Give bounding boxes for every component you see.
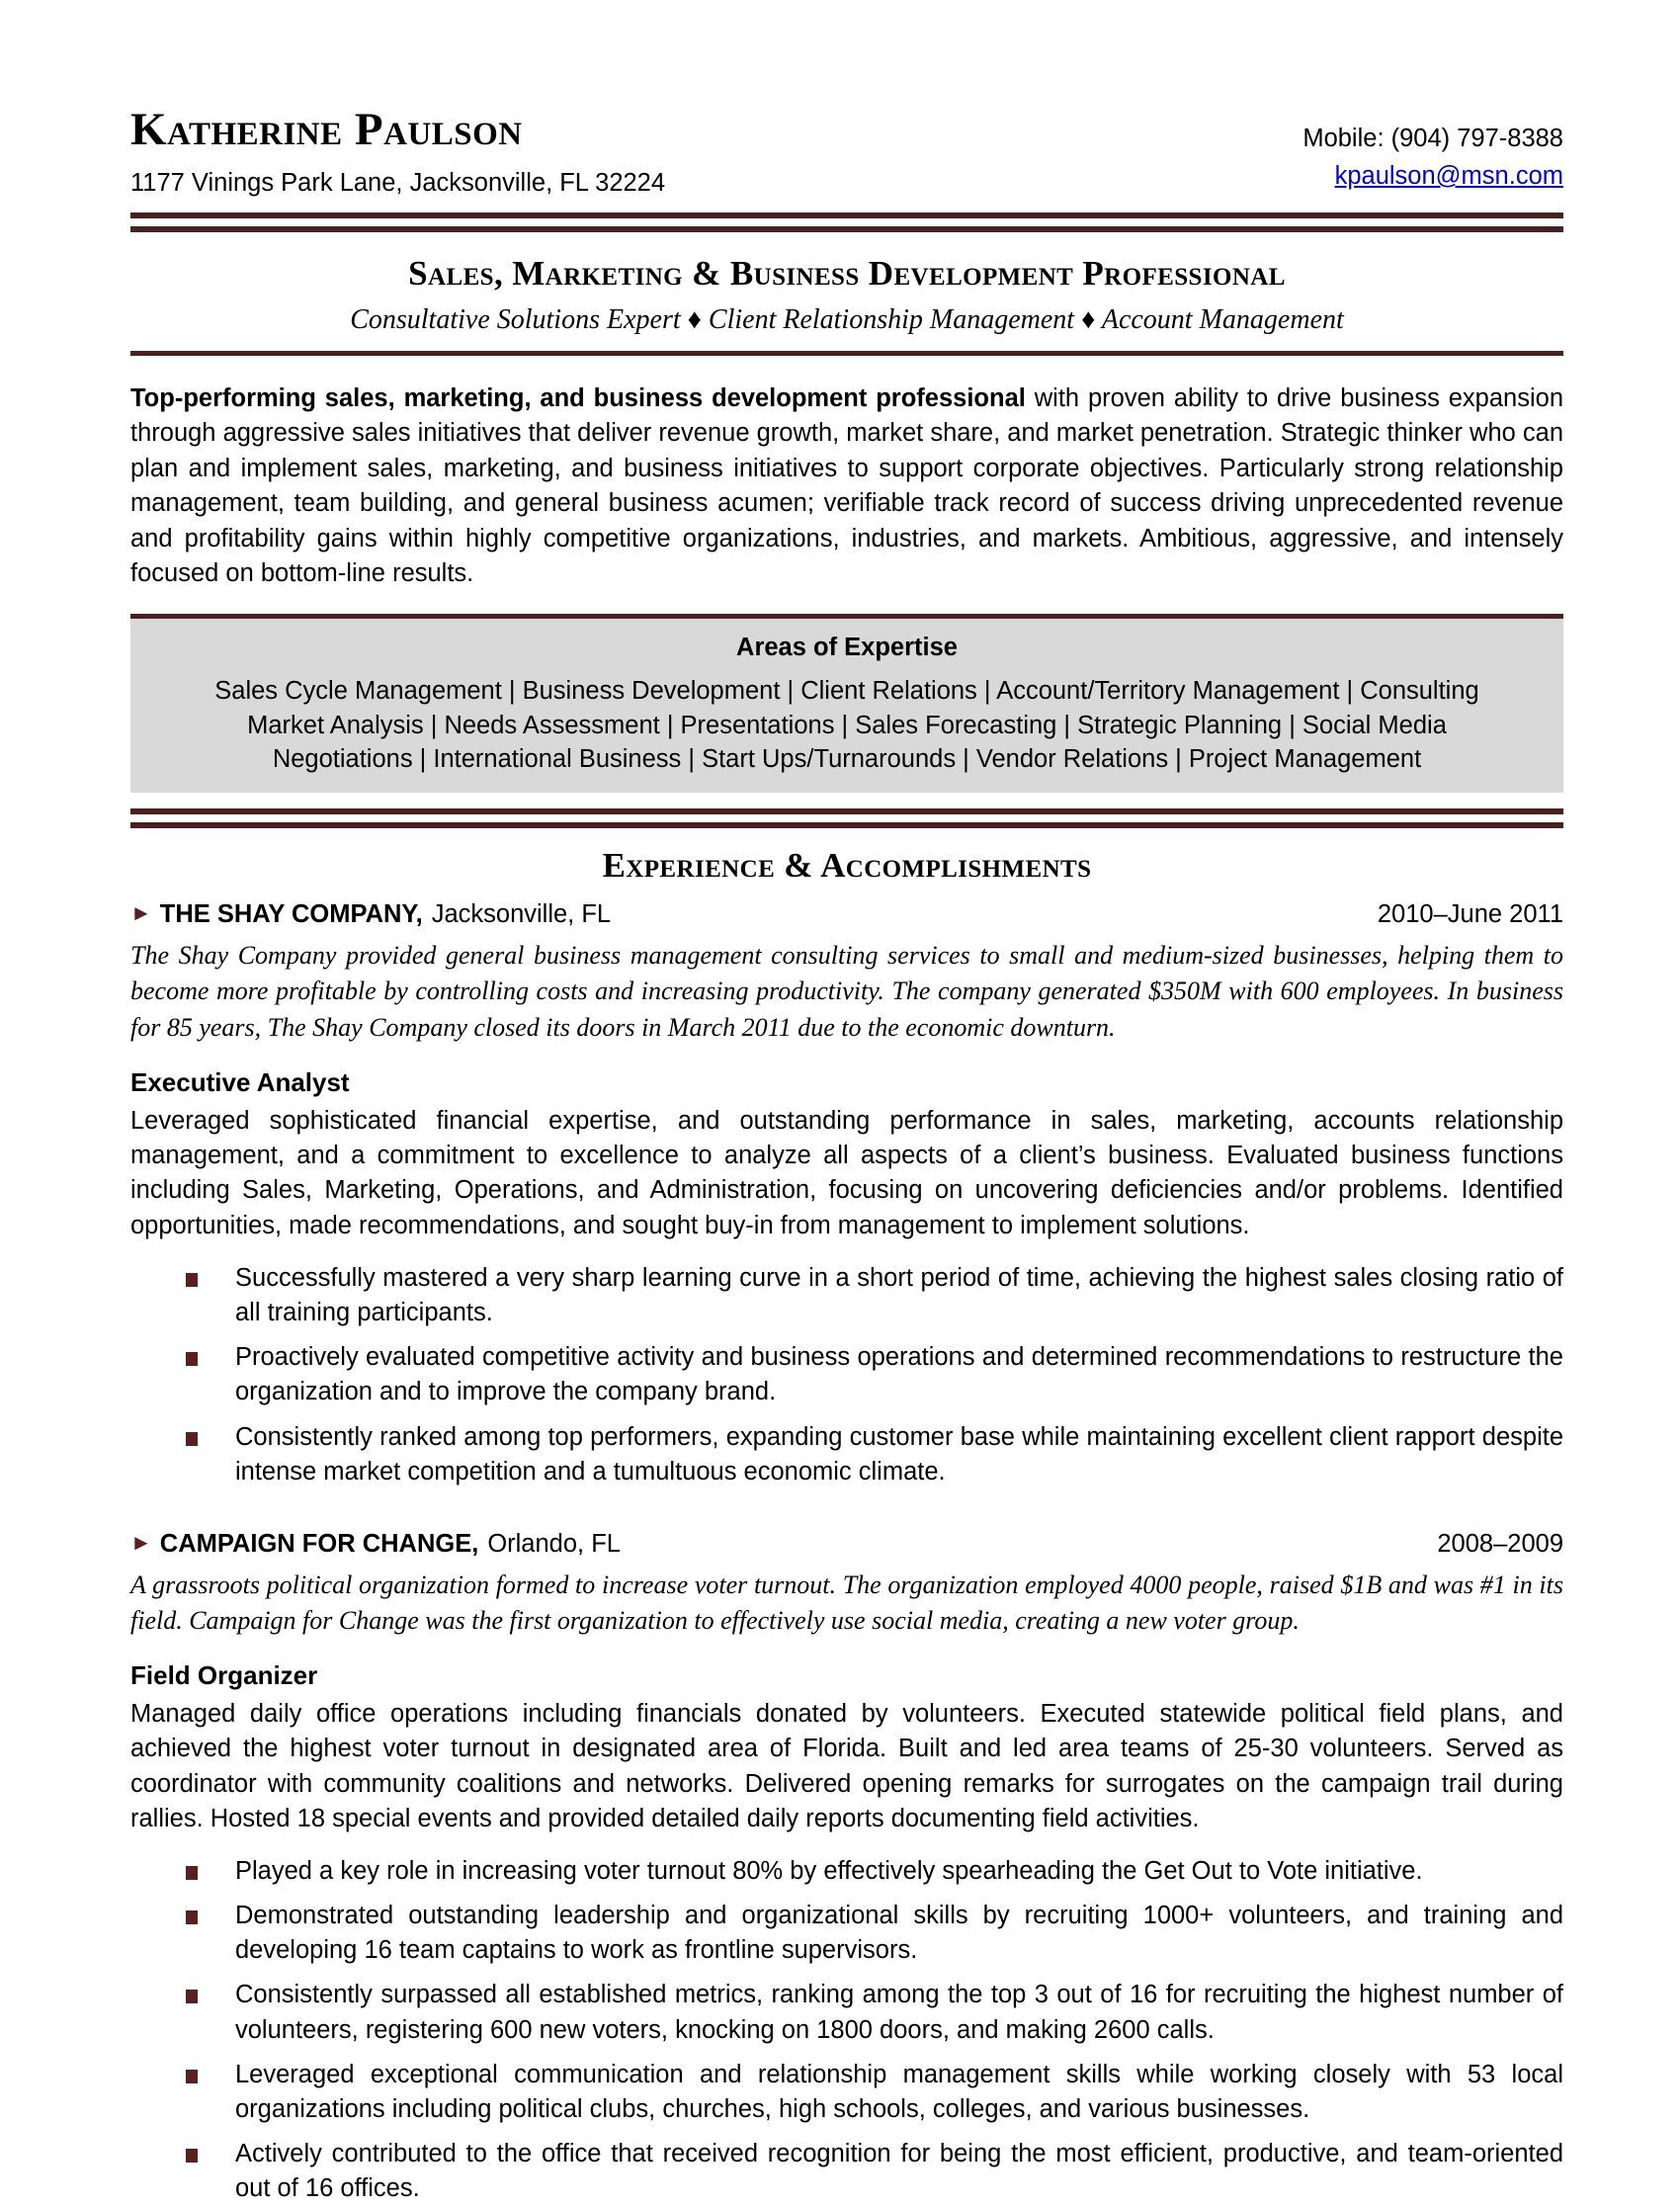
list-item	[186, 1340, 1563, 1409]
header-divider	[130, 212, 1563, 232]
company-location: Orlando, FL	[487, 1529, 621, 1558]
square-bullet-icon	[186, 2149, 198, 2163]
job-header	[130, 1529, 1563, 1560]
triangle-bullet-icon: ►	[130, 1529, 152, 1555]
list-item-text: Played a key role in increasing voter turnout 80% by effectively spearheading the Get Out to Vote initiative.	[235, 1856, 1423, 1885]
employment-dates: 2010–June 2011	[1377, 899, 1563, 928]
company-description: A grassroots political organization formed to increase voter turnout. The organization employed 4000 people, raised $1B and was #1 in its field. Campaign for Change was the first organization to effectively use social media, creating a new voter group.	[130, 1570, 1563, 1636]
expertise-divider	[130, 808, 1563, 828]
job-title: Field Organizer	[130, 1660, 318, 1691]
employment-dates: 2008–2009	[1437, 1529, 1563, 1558]
square-bullet-icon	[186, 1990, 198, 2003]
list-item	[186, 1261, 1563, 1330]
headline-title: Sales, Marketing & Business Development Professional	[408, 254, 1286, 294]
divider-gap	[130, 814, 1563, 822]
headline-block	[130, 232, 1563, 351]
square-bullet-icon	[186, 1432, 198, 1446]
list-item	[186, 1420, 1563, 1489]
triangle-bullet-icon: ►	[130, 899, 152, 925]
list-item	[186, 1978, 1563, 2047]
job-header	[130, 899, 1563, 930]
list-item	[186, 1899, 1563, 1968]
job-title: Executive Analyst	[130, 1067, 350, 1098]
list-item	[186, 1854, 1563, 1889]
company-description: The Shay Company provided general business management consulting services to small and medium-sized businesses, helping them to become more profitable by controlling costs and increasing productivity. The company generated $350M with 600 employees. In business for 85 years, The Shay Company closed its doors in March 2011 due to the economic downturn.	[130, 940, 1563, 1043]
company-name: CAMPAIGN FOR CHANGE,	[159, 1529, 479, 1558]
areas-of-expertise-line: Market Analysis | Needs Assessment | Presentations | Sales Forecasting | Strategic Planning | Social Media	[247, 711, 1447, 739]
job-header-left	[130, 899, 611, 930]
areas-of-expertise-title: Areas of Expertise	[736, 633, 958, 661]
company-location: Jacksonville, FL	[431, 899, 612, 928]
header-left-column	[130, 104, 666, 197]
divider-gap	[130, 218, 1563, 226]
header-right-column	[1302, 124, 1563, 197]
experience-section-heading: Experience & Accomplishments	[602, 845, 1092, 885]
job-entry	[130, 1529, 1563, 2207]
accomplishment-list	[130, 1261, 1563, 1489]
job-description: Managed daily office operations including financials donated by volunteers. Executed statewide political field plans, and achieved the highest voter turnout in designated area of Florida. Built and led area teams of 25-30 volunteers. Served as coordinator with community coalitions and networks. Delivered opening remarks for surrogates on the campaign trail during rallies. Hosted 18 special events and provided detailed daily reports documenting field activities.	[130, 1700, 1563, 1832]
summary-body: with proven ability to drive business expansion through aggressive sales initiatives that deliver revenue growth, market share, and market penetration. Strategic thinker who can plan and implement sales, marketing, and business initiatives to support corporate objectives. Particularly strong relationship management, team building, and general business acumen; verifiable track record of success driving unprecedented revenue and profitability gains within highly competitive organizations, industries, and markets. Ambitious, aggressive, and intensely focused on bottom-line results.	[130, 383, 1564, 588]
areas-of-expertise-line: Sales Cycle Management | Business Development | Client Relations | Account/Territory Management | Consulting	[214, 676, 1479, 705]
list-item-text: Proactively evaluated competitive activity and business operations and determined recommendations to restructure the organization and to improve the company brand.	[235, 1343, 1563, 1406]
areas-of-expertise-line: Negotiations | International Business | Start Ups/Turnarounds | Vendor Relations | Project Management	[272, 745, 1422, 774]
list-item	[186, 2058, 1563, 2127]
resume-header	[130, 104, 1563, 197]
square-bullet-icon	[186, 2070, 198, 2083]
candidate-phone: Mobile: (904) 797-8388	[1302, 125, 1563, 153]
candidate-email-link[interactable]: kpaulson@msn.com	[1334, 162, 1563, 191]
square-bullet-icon	[186, 1352, 198, 1366]
list-item-text: Successfully mastered a very sharp learning curve in a short period of time, achieving the highest sales closing ratio of all training participants.	[235, 1263, 1563, 1326]
square-bullet-icon	[186, 1910, 198, 1924]
job-description: Leveraged sophisticated financial expertise, and outstanding performance in sales, marketing, accounts relationship management, and a commitment to excellence to analyze all aspects of a client’s business. Evaluated business functions including Sales, Marketing, Operations, and Administration, focusing on uncovering deficiencies and/or problems. Identified opportunities, made recommendations, and sought buy-in from management to implement solutions.	[130, 1107, 1563, 1239]
company-name: THE SHAY COMPANY,	[159, 899, 423, 928]
candidate-address: 1177 Vinings Park Lane, Jacksonville, FL 32224	[130, 169, 666, 197]
list-item-text: Consistently ranked among top performers, expanding customer base while maintaining excellent client rapport despite intense market competition and a tumultuous economic climate.	[235, 1422, 1563, 1485]
job-entry	[130, 899, 1563, 1489]
professional-summary	[130, 356, 1563, 614]
headline-subtitle: Consultative Solutions Expert ♦ Client Relationship Management ♦ Account Management	[350, 304, 1344, 336]
job-header-left	[130, 1529, 621, 1560]
square-bullet-icon	[186, 1273, 198, 1287]
candidate-name: Katherine Paulson	[130, 104, 523, 155]
list-item-text: Actively contributed to the office that received recognition for being the most efficient, productive, and team-oriented out of 16 offices.	[235, 2140, 1563, 2203]
list-item	[186, 2137, 1563, 2206]
job-spacer	[130, 1489, 1563, 1523]
square-bullet-icon	[186, 1866, 198, 1880]
accomplishment-list	[130, 1854, 1563, 2207]
list-item-text: Consistently surpassed all established metrics, ranking among the top 3 out of 16 for recruiting the highest number of volunteers, registering 600 new voters, knocking on 1800 doors, and making 2600 calls.	[235, 1981, 1563, 2044]
list-item-text: Demonstrated outstanding leadership and organizational skills by recruiting 1000+ volunteers, and training and developing 16 team captains to work as frontline supervisors.	[235, 1902, 1563, 1965]
summary-lead-in: Top-performing sales, marketing, and business development professional	[130, 383, 1026, 412]
list-item-text: Leveraged exceptional communication and relationship management skills while working closely with 53 local organizations including political clubs, churches, high schools, colleges, and various businesses.	[235, 2060, 1563, 2124]
areas-of-expertise-box	[130, 614, 1563, 793]
